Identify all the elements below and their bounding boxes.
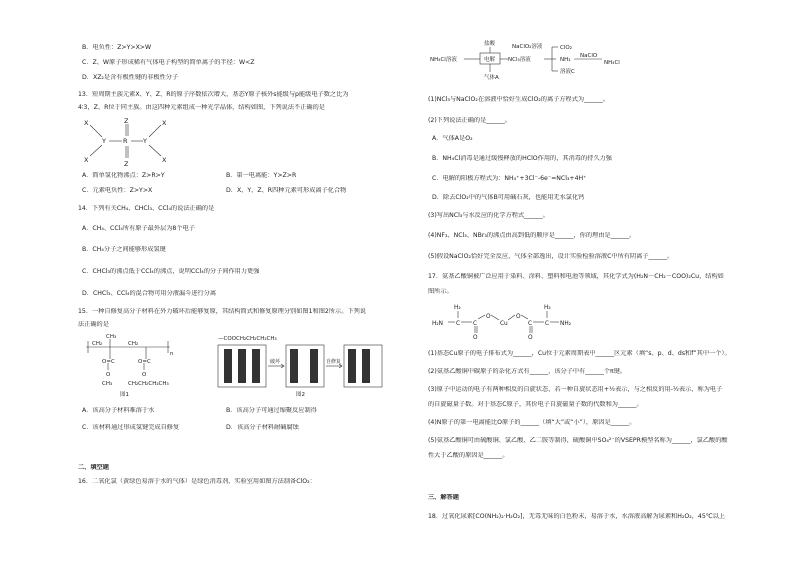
flow-nh4cl-solution: NH₄Cl溶液 xyxy=(430,57,457,63)
struct17-o4: O xyxy=(528,335,533,341)
struct17-nh2: NH₂ xyxy=(560,321,572,327)
q15-figure2-repair xyxy=(216,333,384,399)
q13-option-a: A．简单氢化物沸点：Z>R>Y xyxy=(82,172,165,179)
flow-ncl3-solution: NCl₃溶液 xyxy=(508,57,531,63)
q17-structure-figure xyxy=(428,298,588,342)
figure2-break-label: 破坏 xyxy=(270,359,281,365)
flow-naclo: NaClO xyxy=(580,53,598,59)
q17-part2: (2)氨基乙酸铜中碳原子的杂化方式有______，该分子中有______个π键。 xyxy=(428,368,627,375)
struct17-c3: C xyxy=(528,321,533,327)
q18-stem: 18．过氧化尿素[CO(NH₂)₂·H₂O₂]，无毒无味的白色粉末，易溶于水，水溶液高解为尿素和H₂O₂，45℃以上 xyxy=(428,513,726,520)
q13-option-b: B．第一电离能：Y>Z>R xyxy=(226,172,297,179)
q16-option-d: D．除去ClO₂中的气体B可用碱石灰，也能用无水氯化钙 xyxy=(432,194,585,201)
struct17-h2-a: H₂ xyxy=(454,305,461,311)
q12-option-b: B．电负性：Z>Y>X>W xyxy=(82,44,152,51)
svg-text:CH₂CH₂CH₂CH₃: CH₂CH₂CH₂CH₃ xyxy=(128,381,169,387)
struct17-c1: C xyxy=(456,321,461,327)
svg-text:CH₂: CH₂ xyxy=(92,341,103,347)
struct-x2: X xyxy=(84,156,89,164)
svg-text:O: O xyxy=(142,372,147,378)
q16-part1: (1)NCl₃与NaClO₂在溶液中恰好生成ClO₂的离子方程式为______。 xyxy=(428,96,609,103)
q13-structure-figure xyxy=(80,116,190,170)
q15-stem-line1: 15．一种自修复高分子材料在外力破坏后能够复原，其结构简式和修复原理分别如图1和图2所示。下列说 xyxy=(78,308,366,315)
struct17-o2: O xyxy=(486,314,491,320)
q17-part4: (4)N原子的第一电离能比O原子的______（填“大”或“小”），原因是______。 xyxy=(428,419,636,426)
q17-stem-line2: 图所示。 xyxy=(428,288,453,295)
struct-x3: X xyxy=(162,119,167,127)
svg-text:CH₃: CH₃ xyxy=(106,334,117,340)
q14-option-a: A．CH₄、CCl₄所有原子最外层为8个电子 xyxy=(82,225,195,232)
section-answer-heading: 三、解答题 xyxy=(428,494,459,501)
q16-part4: (4)NF₃、NCl₃、NBr₃的沸点由高到低的顺序是______，你的理由是______。 xyxy=(428,232,636,239)
q16-option-a: A．气体A是O₂ xyxy=(432,135,473,142)
svg-text:CH₃: CH₃ xyxy=(102,381,113,387)
q17-stem-line1: 17．氨基乙酸铜被广泛应用于染料、涂料、塑料和电池等领域，其化学式为(H₂N－CH₂－COO)₂Cu，结构如 xyxy=(428,273,724,280)
svg-text:O=C: O=C xyxy=(102,359,115,365)
q17-part5-line1: (5)氨基乙酸铜可由硫酸铜、氯乙酸、乙二胺等制得，硫酸铜中SO₄²⁻的VSEPR模型名称为______，氯乙酸的酸 xyxy=(428,437,728,444)
flow-nh3: NH₃ xyxy=(560,57,571,63)
flow-electrolysis: 电解 xyxy=(484,57,496,63)
flow-clo2: ClO₂ xyxy=(560,45,572,51)
q12-option-d: D．XZ₂是含有极性键的非极性分子 xyxy=(82,74,179,81)
q15-stem-line2: 法正确的是 xyxy=(78,321,109,328)
flow-solution-c: 溶液C xyxy=(560,69,575,75)
q16-part3: (3)写出NCl₃与水反应的化学方程式______。 xyxy=(428,212,549,219)
svg-text:O: O xyxy=(106,372,111,378)
q14-option-d: D．CHCl₃、CCl₄的混合物可用分液漏斗进行分离 xyxy=(82,290,217,297)
figure2-top-label: —COOCH₂CH₂CH₂CH₃ xyxy=(218,336,277,342)
struct17-cu: Cu xyxy=(500,321,508,327)
q16-part5: (5)假设NaClO₂恰好完全反应，气体全部逸出，设计实验检验溶液C中所有阴离子______。 xyxy=(428,253,674,260)
q13-option-d: D．X、Y、Z、R四种元素可形成离子化合物 xyxy=(226,187,347,194)
svg-text:n: n xyxy=(170,351,174,357)
q13-option-c: C．元素电负性：Z>Y>X xyxy=(82,187,153,194)
struct17-h2-b: H₂ xyxy=(544,305,551,311)
struct-x1: X xyxy=(84,119,89,127)
struct17-o1: O xyxy=(473,335,478,341)
struct-z1: Z xyxy=(124,117,129,125)
figure1-caption: 图1 xyxy=(120,392,129,398)
q15-option-b: B．该高分子可通过缩聚反应制得 xyxy=(226,407,317,414)
svg-text:O=C: O=C xyxy=(138,359,151,365)
q16-part2: (2)下列说法正确的是______。 xyxy=(428,117,512,124)
struct17-h2n: H₂N xyxy=(432,321,444,327)
section-fill-in-heading: 二、填空题 xyxy=(78,464,109,471)
flow-hcl: 盐酸 xyxy=(484,41,496,47)
struct-y2: Y xyxy=(143,137,147,145)
figure2-repair-label: 自修复 xyxy=(326,359,342,365)
q15-option-c: C．该材料通过形成氢键完成自修复 xyxy=(82,424,180,431)
struct-z2: Z xyxy=(124,160,129,168)
q13-stem-line1: 13．短周期主族元素X、Y、Z、R的原子序数依次增大，基态Y原子核外s能级与p能级电子数之比为 xyxy=(78,91,349,98)
q16-stem: 16．二氧化氯（黄绿色易溶于水的气体）是绿色消毒剂，实验室用如图方法制备ClO₂： xyxy=(78,478,316,485)
struct17-c4: C xyxy=(545,321,550,327)
q15-figure1-polymer xyxy=(80,333,195,399)
flow-gas-a: 气体A xyxy=(484,75,499,81)
q15-option-d: D．该高分子材料耐碱腐蚀 xyxy=(226,424,299,431)
q13-stem-line2: 4∶3，Z、R位于同主族。由这四种元素组成一种光学晶体，结构如图，下列说法不正确的是 xyxy=(78,104,325,111)
struct-r: R xyxy=(123,137,128,145)
figure2-caption: 图2 xyxy=(296,392,305,398)
q17-part3-line2: 的自旋磁量子数。对于基态C原子，其价电子自旋磁量子数的代数和为______。 xyxy=(428,401,643,408)
struct-y1: Y xyxy=(102,137,106,145)
q15-option-a: A．该高分子材料难溶于水 xyxy=(82,407,155,414)
q16-option-b: B．NH₄Cl消毒是通过缓慢释放的HClO作用的，其消毒的持久力强 xyxy=(432,155,612,162)
q14-option-b: B．CH₄分子之间能够形成氢键 xyxy=(82,246,166,253)
q14-stem: 14．下列有关CH₄、CHCl₃、CCl₄的说法正确的是 xyxy=(78,205,215,212)
q17-part1: (1)基态Cu原子的电子排布式为______，Cu位于元素周期表中______区元素（填“s、p、d、ds和f”其中一个）。 xyxy=(428,350,731,357)
q17-part3-line1: (3)原子中运动的电子有两种相反的自旋状态，若一种自旋状态用+½表示，与之相反的用-½表示，称为电子 xyxy=(428,386,723,393)
q16-flow-diagram xyxy=(428,38,648,84)
flow-naclo2: NaClO₂溶液 xyxy=(512,44,543,50)
q17-part5-line2: 性大于乙酸的原因是______。 xyxy=(428,452,509,459)
struct17-c2: C xyxy=(473,321,478,327)
q16-option-c: C．电解的阳极方程式为：NH₄⁺+3Cl⁻-6e⁻=NCl₃+4H⁺ xyxy=(432,175,587,182)
struct17-o3: O xyxy=(516,314,521,320)
svg-text:CH₂: CH₂ xyxy=(128,341,139,347)
q12-option-c: C．Z、W原子形成稀有气体电子构型的简单离子的半径：W<Z xyxy=(82,59,255,66)
q14-option-c: C．CHCl₃的沸点低于CCl₄的沸点，说明CCl₄的分子间作用力更强 xyxy=(82,268,260,275)
flow-nh4cl-product: NH₄Cl xyxy=(604,60,620,66)
struct-x4: X xyxy=(162,156,167,164)
